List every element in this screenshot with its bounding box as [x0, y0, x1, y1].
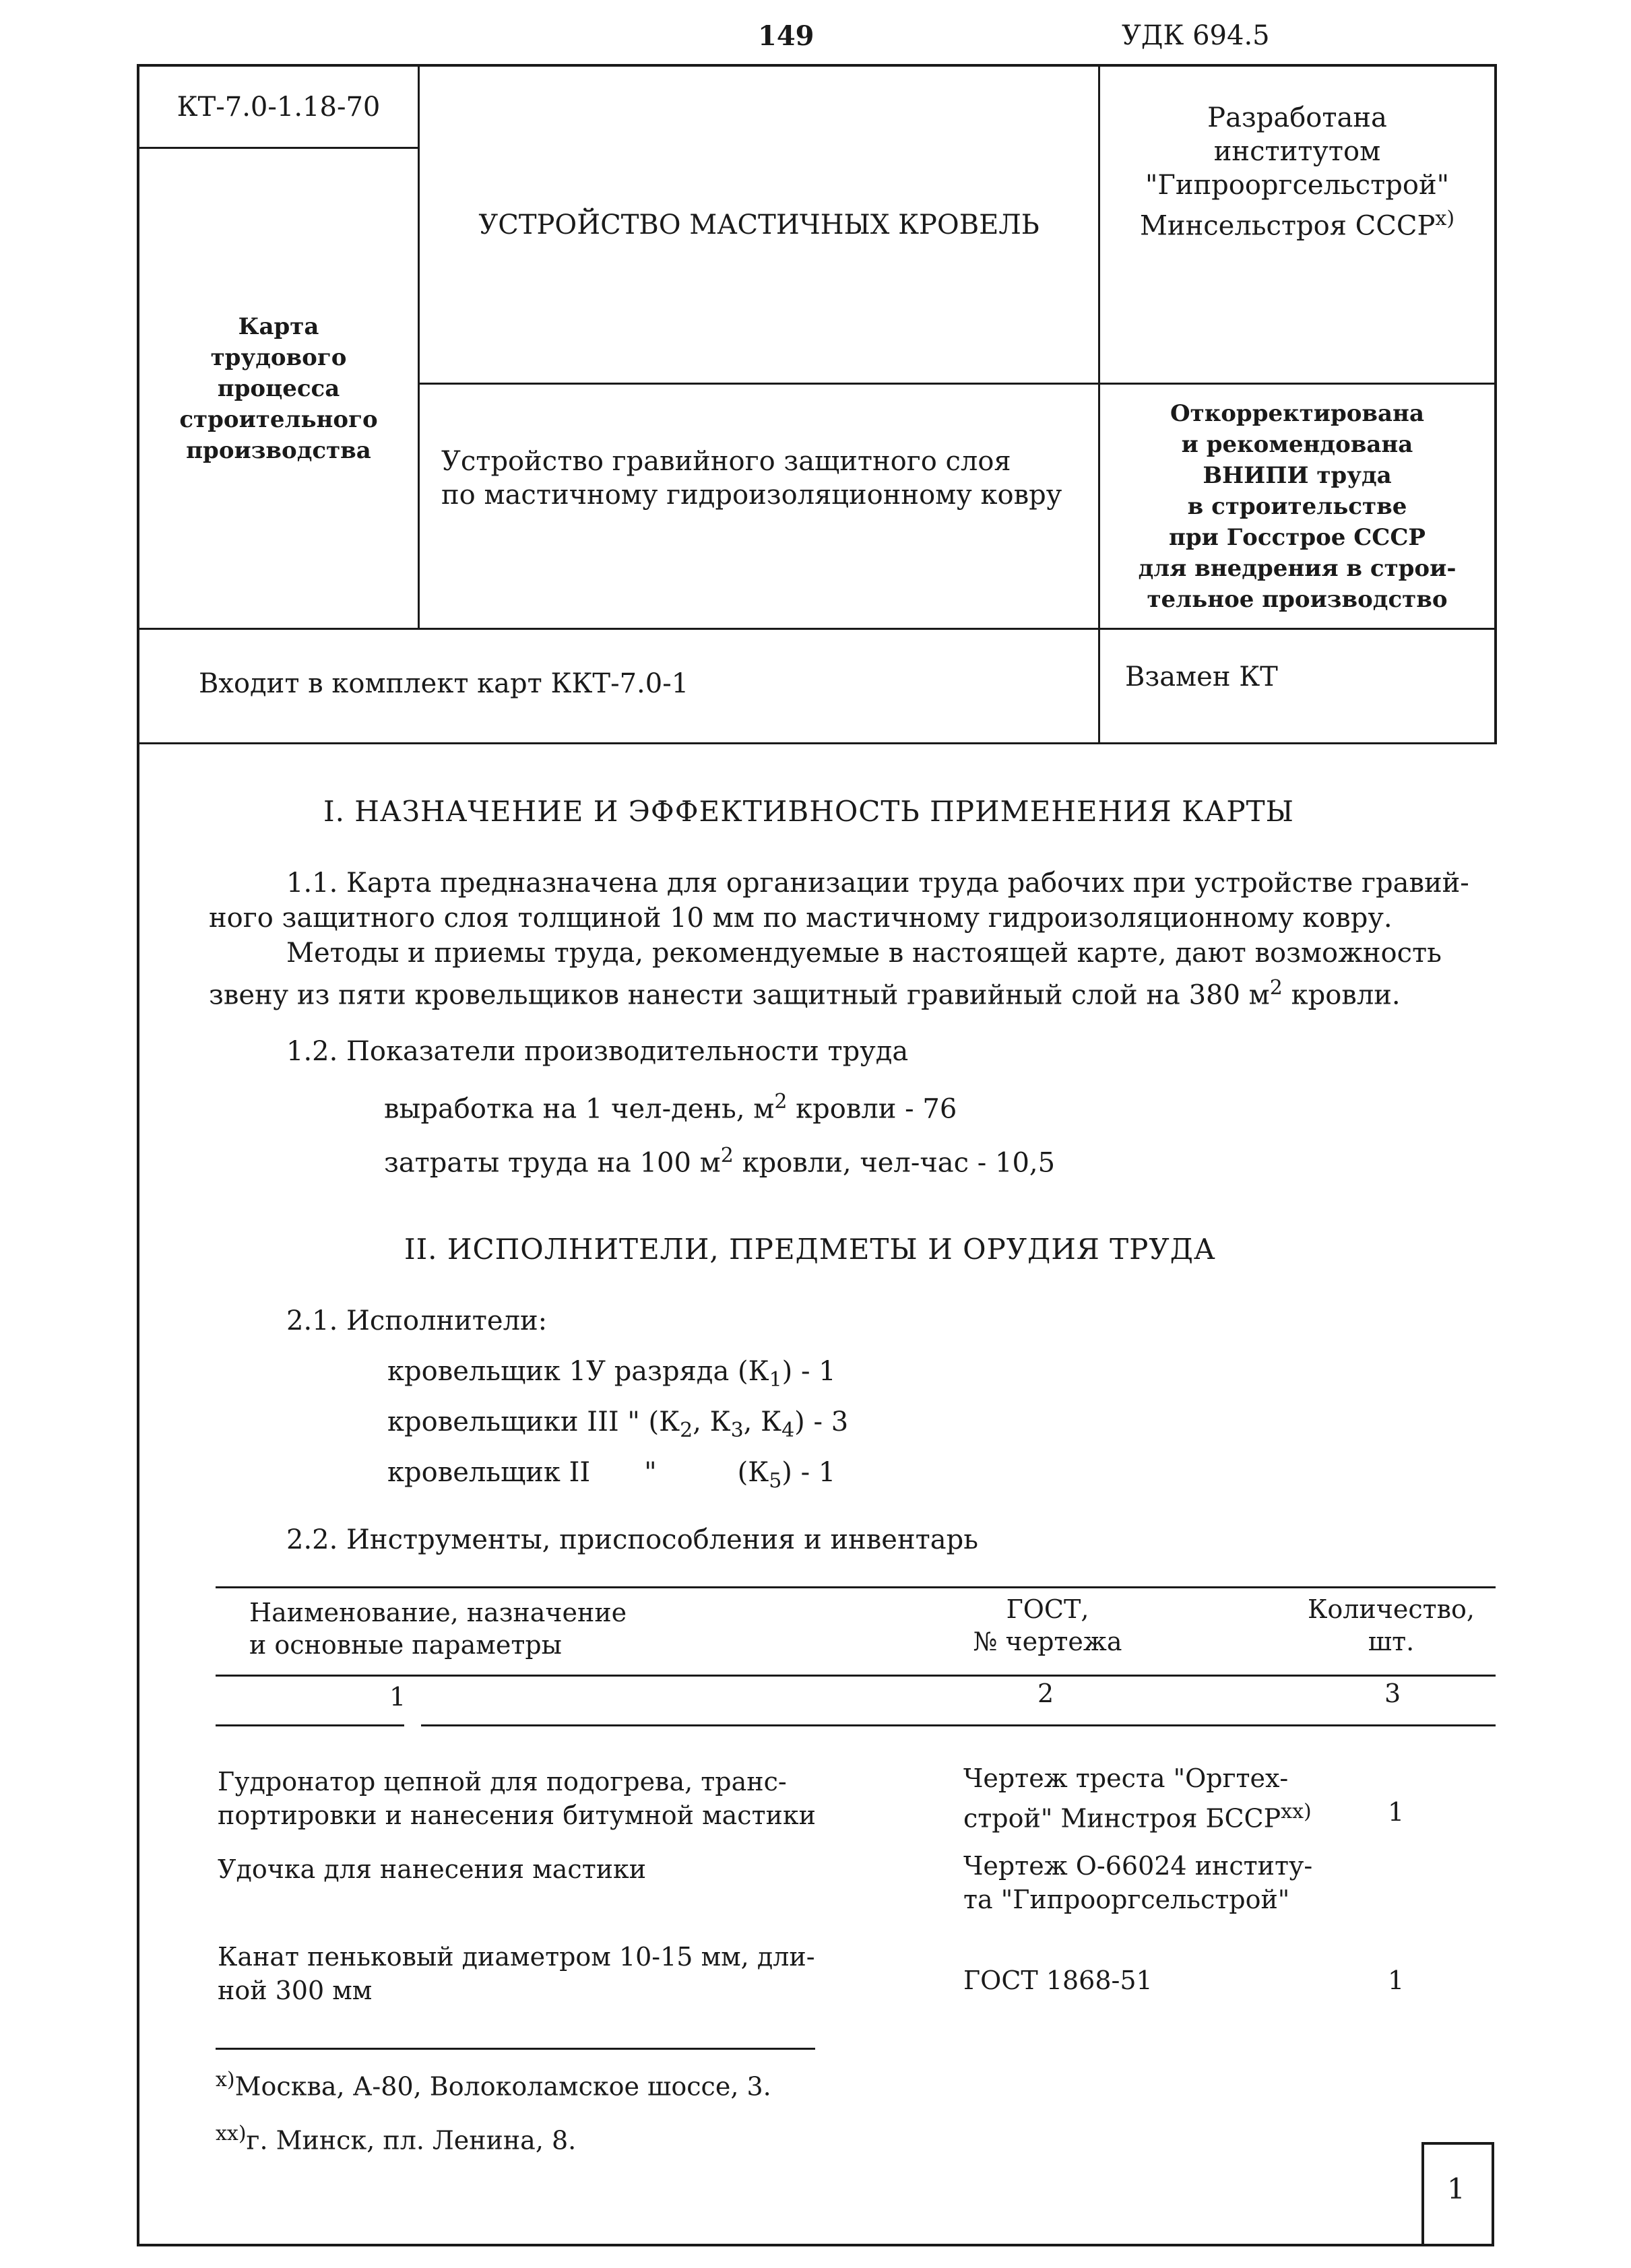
table-row-3-name: Канат пеньковый диаметром 10-15 мм, дли- ной 300 мм [218, 1942, 815, 2005]
table-row-1-qty: 1 [1388, 1797, 1405, 1827]
productivity-cost: затраты труда на 100 $м^2$ кровли, чел-час - 10,5 [384, 1144, 1056, 1179]
card-code: КТ-7.0-1.18-70 [177, 91, 381, 123]
corner-page-number: 1 [1447, 2172, 1465, 2205]
developer-info: Разработана институтом "Гипрооргсельстрой" Минсельстроя СССР$^{x)}$ [1139, 102, 1455, 242]
section2-title: II. ИСПОЛНИТЕЛИ, ПРЕДМЕТЫ И ОРУДИЯ ТРУДА [404, 1233, 1216, 1266]
paragraph-2-1: 2.1. Исполнители: [286, 1305, 548, 1336]
footnote-2: $^{xx)}$г. Минск, пл. Ленина, 8. [216, 2122, 577, 2156]
replaces: Взамен КТ [1125, 661, 1278, 692]
productivity-output: выработка на 1 чел-день, $м^2$ кровли - 76 [384, 1090, 957, 1125]
card-subtitle: Устройство гравийного защитного слоя по мастичному гидроизоляционному ковру [441, 446, 1062, 511]
worker-2: кровельщики III " ($К_2$, $К_3$, $К_4) - 3$ [387, 1406, 849, 1442]
footnote-divider [216, 2048, 815, 2050]
table-header-name: Наименование, назначение и основные параметры [249, 1598, 627, 1660]
worker-1: кровельщик 1У разряда $(К_1) - 1$ [387, 1356, 836, 1392]
table-row-2-name: Удочка для нанесения мастики [218, 1854, 647, 1884]
card-title: УСТРОЙСТВО МАСТИЧНЫХ КРОВЕЛЬ [478, 209, 1040, 240]
table-header-gost: ГОСТ, № чертежа [973, 1594, 1122, 1656]
paragraph-1-1: 1.1. Карта предназначена для организации труда рабочих при устройстве гравий- [286, 868, 1469, 899]
table-row-2-gost: Чертеж О-66024 институ- та "Гипрооргсельстрой" [963, 1851, 1313, 1914]
table-row-3-qty: 1 [1388, 1966, 1405, 1995]
table-col-number-2: 2 [1037, 1679, 1054, 1708]
worker-3: кровельщик II " $(К_5) - 1$ [387, 1457, 836, 1493]
paragraph-2-2: 2.2. Инструменты, приспособления и инвентарь [286, 1524, 978, 1555]
table-row-1-gost: Чертеж треста "Оргтех- строй" Минстроя БССР$^{xx)}$ [963, 1763, 1312, 1834]
card-set: Входит в комплект карт ККТ-7.0-1 [199, 668, 689, 699]
udk-code: УДК 694.5 [1122, 20, 1270, 51]
table-row-3-gost: ГОСТ 1868-51 [963, 1966, 1153, 1995]
footnote-1: $^{x)}$Москва, А-80, Волоколамское шоссе, 3. [216, 2068, 771, 2102]
corrected-info: Откорректирована и рекомендована ВНИПИ труда в строительстве при Госстрое СССР для внедрения в строи- тельное производство [1138, 399, 1457, 613]
table-header-qty: Количество, шт. [1307, 1594, 1475, 1656]
table-col-number-3: 3 [1384, 1679, 1401, 1708]
table-col-number-1: 1 [389, 1682, 406, 1712]
paragraph-1-1b: Методы и приемы труда, рекомендуемые в настоящей карте, дают возможность [286, 938, 1442, 969]
section1-title: I. НАЗНАЧЕНИЕ И ЭФФЕКТИВНОСТЬ ПРИМЕНЕНИЯ КАРТЫ [323, 795, 1294, 828]
paragraph-1-1b-cont: звену из пяти кровельщиков нанести защитный гравийный слой на 380 $м^2$ кровли. [209, 976, 1401, 1011]
table-row-1-name: Гудронатор цепной для подогрева, транс- портировки и нанесения битумной мастики [218, 1767, 816, 1830]
paragraph-1-1-cont: ного защитного слоя толщиной 10 мм по мастичному гидроизоляционному ковру. [209, 903, 1393, 934]
page-number: 149 [758, 20, 814, 52]
paragraph-1-2: 1.2. Показатели производительности труда [286, 1036, 909, 1067]
card-type: Карта трудового процесса строительного производства [179, 313, 378, 464]
